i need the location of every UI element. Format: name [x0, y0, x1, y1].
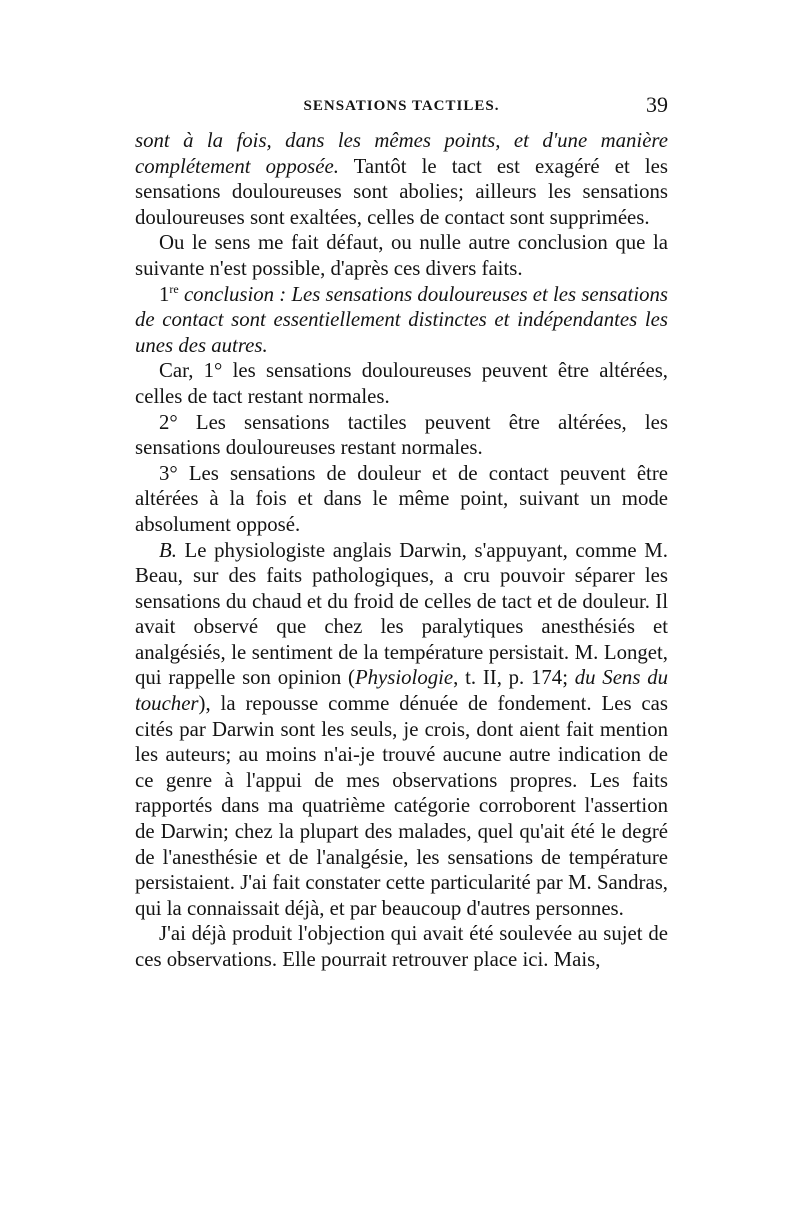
conclusion-ordinal: re: [169, 281, 179, 296]
conclusion-paragraph: [135, 282, 668, 359]
running-title: SENSATIONS TACTILES.: [303, 98, 500, 114]
paragraph-6: 3° Les sensations de douleur et de contact peuvent être altérées à la fois et dans le même point, suivant un mode absolument opposé.: [135, 461, 668, 536]
section-letter: B.: [159, 538, 177, 562]
paragraph-1-italic: sont à la fois, dans les mêmes points, et d'une manière complétement opposée.: [135, 129, 668, 178]
paragraph-4: Car, 1° les sensations douloureuses peuvent être altérées, celles de tact restant normales.: [135, 359, 668, 408]
body-text: [135, 128, 668, 973]
paragraph-1: [135, 128, 668, 230]
paragraph-7: [135, 538, 668, 922]
paragraph-8: J'ai déjà produit l'objection qui avait été soulevée au sujet de ces observations. Elle pourrait retrouver place ici. Mais,: [135, 922, 668, 971]
paragraph-1-rest: Tantôt le tact est exagéré et les sensations douloureuses sont abolies; ailleurs les sensations douloureuses sont exaltées, celles de contact sont supprimées.: [135, 154, 668, 229]
paragraph-7-part-1: Le physiologiste anglais Darwin, s'appuyant, comme M. Beau, sur des faits pathologiques, a cru pouvoir séparer les sensations du chaud et du froid de celles de tact et de douleur. Il avait observé que chez les paralytiques anesthésiés et analgésiés, le sentiment de la température persistait. M. Longet, qui rappelle son opinion (: [135, 538, 668, 690]
paragraph-2: Ou le sens me fait défaut, ou nulle autre conclusion que la suivante n'est possible, d'après ces divers faits.: [135, 231, 668, 280]
conclusion-number: 1: [159, 282, 170, 306]
citation-title: Physiologie: [354, 666, 454, 690]
running-head: [135, 92, 668, 128]
page-number: 39: [646, 92, 668, 117]
conclusion-text: Les sensations douloureuses et les sensations de contact sont essentiellement distinctes et indépendantes les unes des autres.: [135, 282, 669, 357]
paragraph-7-part-3: ), la repousse comme dénuée de fondement. Les cas cités par Darwin sont les seuls, je crois, dont aient fait mention les auteurs; au moins n'ai-je trouvé aucune autre indication de ce genre à l'appui de mes observations propres. Les faits rapportés dans ma quatrième catégorie corroborent l'assertion de Darwin; chez la plupart des malades, quel qu'ait été le degré de l'anesthésie et de l'analgésie, les sensations de température persistaient. J'ai fait constater cette particularité par M. Sandras, qui la connaissait déjà, et par beaucoup d'autres personnes.: [135, 692, 668, 920]
citation-subtitle: du Sens du toucher: [135, 666, 668, 716]
paragraph-7-part-2: , t. II, p. 174;: [453, 666, 575, 690]
conclusion-label: conclusion :: [178, 282, 287, 306]
paragraph-5: 2° Les sensations tactiles peuvent être altérées, les sensations douloureuses restant normales.: [135, 410, 668, 460]
